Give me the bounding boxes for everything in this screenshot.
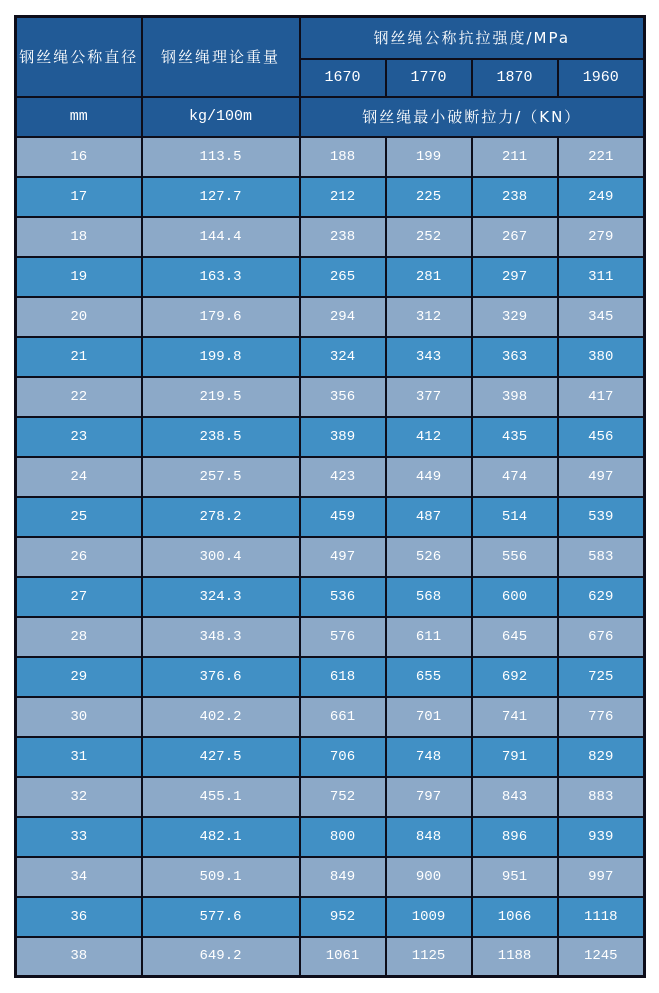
force-cell-1770: 526 (386, 537, 472, 577)
force-cell-1770: 199 (386, 137, 472, 177)
header-grade-1870: 1870 (472, 59, 558, 97)
diameter-cell: 31 (16, 737, 142, 777)
diameter-cell: 29 (16, 657, 142, 697)
force-cell-1870: 267 (472, 217, 558, 257)
force-cell-1770: 1125 (386, 937, 472, 977)
force-cell-1770: 252 (386, 217, 472, 257)
force-cell-1670: 576 (300, 617, 386, 657)
diameter-cell: 34 (16, 857, 142, 897)
force-cell-1960: 776 (558, 697, 645, 737)
force-cell-1960: 725 (558, 657, 645, 697)
weight-cell: 482.1 (142, 817, 300, 857)
force-cell-1670: 497 (300, 537, 386, 577)
force-cell-1770: 1009 (386, 897, 472, 937)
weight-cell: 257.5 (142, 457, 300, 497)
force-cell-1770: 377 (386, 377, 472, 417)
table-row (16, 577, 645, 617)
force-cell-1960: 380 (558, 337, 645, 377)
force-cell-1770: 611 (386, 617, 472, 657)
force-cell-1770: 281 (386, 257, 472, 297)
force-cell-1960: 417 (558, 377, 645, 417)
force-cell-1870: 297 (472, 257, 558, 297)
force-cell-1670: 661 (300, 697, 386, 737)
force-cell-1870: 398 (472, 377, 558, 417)
diameter-cell: 19 (16, 257, 142, 297)
force-cell-1960: 1245 (558, 937, 645, 977)
table-body (16, 137, 645, 977)
header-breaking-force: 钢丝绳最小破断拉力/（KN） (300, 97, 645, 137)
force-cell-1670: 752 (300, 777, 386, 817)
force-cell-1960: 829 (558, 737, 645, 777)
force-cell-1870: 1066 (472, 897, 558, 937)
force-cell-1770: 225 (386, 177, 472, 217)
diameter-cell: 38 (16, 937, 142, 977)
force-cell-1670: 536 (300, 577, 386, 617)
force-cell-1870: 791 (472, 737, 558, 777)
wire-rope-spec-table (14, 15, 646, 978)
weight-cell: 163.3 (142, 257, 300, 297)
table-row (16, 497, 645, 537)
force-cell-1770: 412 (386, 417, 472, 457)
force-cell-1960: 221 (558, 137, 645, 177)
force-cell-1670: 459 (300, 497, 386, 537)
diameter-cell: 28 (16, 617, 142, 657)
table-row (16, 777, 645, 817)
force-cell-1770: 568 (386, 577, 472, 617)
weight-cell: 113.5 (142, 137, 300, 177)
force-cell-1870: 435 (472, 417, 558, 457)
force-cell-1670: 952 (300, 897, 386, 937)
force-cell-1960: 997 (558, 857, 645, 897)
header-grade-1670: 1670 (300, 59, 386, 97)
weight-cell: 300.4 (142, 537, 300, 577)
force-cell-1870: 1188 (472, 937, 558, 977)
weight-cell: 238.5 (142, 417, 300, 457)
force-cell-1960: 676 (558, 617, 645, 657)
weight-cell: 402.2 (142, 697, 300, 737)
diameter-cell: 17 (16, 177, 142, 217)
table-row (16, 857, 645, 897)
weight-cell: 509.1 (142, 857, 300, 897)
table-row (16, 257, 645, 297)
force-cell-1960: 311 (558, 257, 645, 297)
diameter-cell: 27 (16, 577, 142, 617)
force-cell-1670: 188 (300, 137, 386, 177)
force-cell-1960: 497 (558, 457, 645, 497)
table-row (16, 217, 645, 257)
force-cell-1670: 706 (300, 737, 386, 777)
diameter-cell: 18 (16, 217, 142, 257)
diameter-cell: 32 (16, 777, 142, 817)
force-cell-1960: 345 (558, 297, 645, 337)
force-cell-1870: 556 (472, 537, 558, 577)
weight-cell: 324.3 (142, 577, 300, 617)
diameter-cell: 24 (16, 457, 142, 497)
force-cell-1960: 629 (558, 577, 645, 617)
force-cell-1770: 748 (386, 737, 472, 777)
diameter-cell: 36 (16, 897, 142, 937)
force-cell-1870: 896 (472, 817, 558, 857)
force-cell-1670: 618 (300, 657, 386, 697)
force-cell-1770: 655 (386, 657, 472, 697)
weight-cell: 144.4 (142, 217, 300, 257)
table-row (16, 817, 645, 857)
force-cell-1870: 329 (472, 297, 558, 337)
header-grade-1960: 1960 (558, 59, 645, 97)
force-cell-1870: 600 (472, 577, 558, 617)
force-cell-1960: 583 (558, 537, 645, 577)
force-cell-1960: 1118 (558, 897, 645, 937)
table-row (16, 537, 645, 577)
force-cell-1870: 363 (472, 337, 558, 377)
force-cell-1770: 797 (386, 777, 472, 817)
table-row (16, 417, 645, 457)
force-cell-1870: 951 (472, 857, 558, 897)
diameter-cell: 20 (16, 297, 142, 337)
force-cell-1960: 939 (558, 817, 645, 857)
force-cell-1870: 645 (472, 617, 558, 657)
weight-cell: 127.7 (142, 177, 300, 217)
force-cell-1670: 265 (300, 257, 386, 297)
force-cell-1960: 883 (558, 777, 645, 817)
force-cell-1870: 843 (472, 777, 558, 817)
force-cell-1770: 848 (386, 817, 472, 857)
table-row (16, 457, 645, 497)
force-cell-1670: 238 (300, 217, 386, 257)
weight-cell: 577.6 (142, 897, 300, 937)
force-cell-1670: 800 (300, 817, 386, 857)
force-cell-1870: 514 (472, 497, 558, 537)
force-cell-1770: 343 (386, 337, 472, 377)
table-header (16, 17, 645, 137)
table-row (16, 377, 645, 417)
force-cell-1960: 279 (558, 217, 645, 257)
diameter-cell: 21 (16, 337, 142, 377)
header-strength-group: 钢丝绳公称抗拉强度/MPa (300, 17, 645, 59)
force-cell-1870: 692 (472, 657, 558, 697)
force-cell-1670: 849 (300, 857, 386, 897)
weight-cell: 219.5 (142, 377, 300, 417)
force-cell-1770: 449 (386, 457, 472, 497)
header-grade-1770: 1770 (386, 59, 472, 97)
force-cell-1960: 539 (558, 497, 645, 537)
weight-cell: 427.5 (142, 737, 300, 777)
diameter-cell: 30 (16, 697, 142, 737)
diameter-cell: 26 (16, 537, 142, 577)
force-cell-1670: 1061 (300, 937, 386, 977)
table-row (16, 937, 645, 977)
diameter-cell: 23 (16, 417, 142, 457)
diameter-cell: 16 (16, 137, 142, 177)
header-weight: 钢丝绳理论重量 (142, 17, 300, 97)
header-diameter: 钢丝绳公称直径 (16, 17, 142, 97)
table-row (16, 657, 645, 697)
weight-cell: 278.2 (142, 497, 300, 537)
table-row (16, 697, 645, 737)
weight-cell: 348.3 (142, 617, 300, 657)
force-cell-1770: 312 (386, 297, 472, 337)
diameter-cell: 25 (16, 497, 142, 537)
force-cell-1870: 211 (472, 137, 558, 177)
diameter-cell: 33 (16, 817, 142, 857)
table-row (16, 737, 645, 777)
force-cell-1670: 356 (300, 377, 386, 417)
force-cell-1960: 249 (558, 177, 645, 217)
force-cell-1670: 294 (300, 297, 386, 337)
force-cell-1870: 474 (472, 457, 558, 497)
header-row-group (16, 17, 645, 59)
weight-cell: 455.1 (142, 777, 300, 817)
force-cell-1770: 487 (386, 497, 472, 537)
force-cell-1770: 900 (386, 857, 472, 897)
force-cell-1670: 324 (300, 337, 386, 377)
unit-weight: kg/100m (142, 97, 300, 137)
weight-cell: 199.8 (142, 337, 300, 377)
force-cell-1870: 238 (472, 177, 558, 217)
table-row (16, 617, 645, 657)
table-row (16, 177, 645, 217)
force-cell-1770: 701 (386, 697, 472, 737)
force-cell-1870: 741 (472, 697, 558, 737)
table-row (16, 337, 645, 377)
unit-diameter: mm (16, 97, 142, 137)
weight-cell: 376.6 (142, 657, 300, 697)
diameter-cell: 22 (16, 377, 142, 417)
table-row (16, 137, 645, 177)
weight-cell: 179.6 (142, 297, 300, 337)
table-row (16, 897, 645, 937)
header-row-units (16, 97, 645, 137)
force-cell-1670: 423 (300, 457, 386, 497)
force-cell-1670: 389 (300, 417, 386, 457)
force-cell-1670: 212 (300, 177, 386, 217)
force-cell-1960: 456 (558, 417, 645, 457)
table-row (16, 297, 645, 337)
weight-cell: 649.2 (142, 937, 300, 977)
